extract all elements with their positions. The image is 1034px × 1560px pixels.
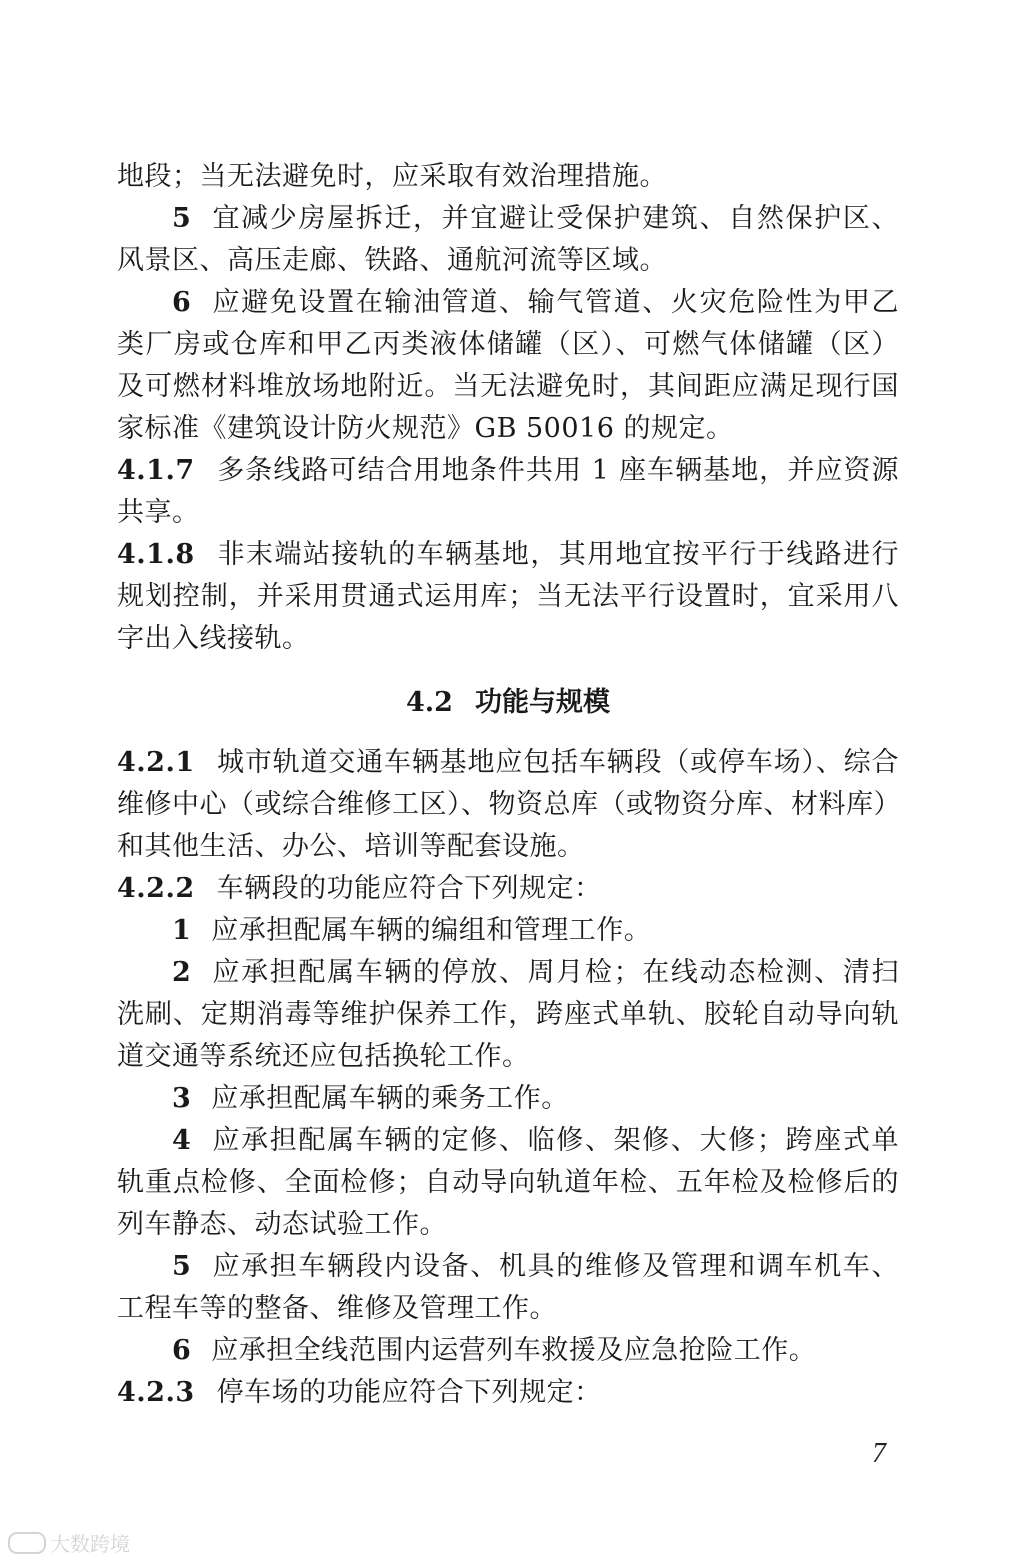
text-line — [117, 952, 899, 994]
item-number: 5 — [172, 1251, 192, 1282]
text-line — [117, 408, 899, 450]
watermark — [8, 1528, 130, 1557]
line-text: 多条线路可结合用地条件共用 1 座车辆基地，并应资源 — [216, 455, 899, 486]
line-text: 洗刷、定期消毒等维护保养工作，跨座式单轨、胶轮自动导向轨 — [117, 999, 899, 1030]
line-text: 和其他生活、办公、培训等配套设施。 — [117, 831, 585, 862]
text-line — [117, 198, 899, 240]
clause-number: 4.2.3 — [117, 1377, 195, 1408]
line-text: 车辆段的功能应符合下列规定： — [216, 873, 602, 904]
text-line — [117, 994, 899, 1036]
text-line — [117, 534, 899, 576]
text-line — [117, 1204, 899, 1246]
text-line — [117, 1078, 899, 1120]
item-number: 6 — [172, 1335, 192, 1366]
item-number: 5 — [172, 203, 192, 234]
line-text: 应承担配属车辆的停放、周月检；在线动态检测、清扫 — [211, 957, 899, 988]
section-heading-number: 4.2 — [406, 687, 453, 718]
page-number: 7 — [872, 1438, 886, 1469]
line-text: 共享。 — [117, 497, 200, 528]
line-text: 道交通等系统还应包括换轮工作。 — [117, 1041, 530, 1072]
section-heading-title: 功能与规模 — [474, 687, 610, 718]
line-text: 应承担配属车辆的编组和管理工作。 — [211, 915, 652, 946]
line-text: 及可燃材料堆放场地附近。当无法避免时，其间距应满足现行国 — [117, 371, 899, 402]
line-text: 应承担配属车辆的乘务工作。 — [211, 1083, 569, 1114]
line-text: 地段；当无法避免时，应采取有效治理措施。 — [117, 161, 667, 192]
item-number: 2 — [172, 957, 192, 988]
line-text: 应承担配属车辆的定修、临修、架修、大修；跨座式单 — [211, 1125, 899, 1156]
document-page — [117, 156, 899, 1414]
line-text: 类厂房或仓库和甲乙丙类液体储罐（区）、可燃气体储罐（区） — [117, 329, 899, 360]
text-line — [117, 868, 899, 910]
text-line — [117, 1162, 899, 1204]
line-text: 城市轨道交通车辆基地应包括车辆段（或停车场）、综合 — [216, 747, 899, 778]
text-line — [117, 1372, 899, 1414]
text-line — [117, 324, 899, 366]
text-line — [117, 1330, 899, 1372]
text-line — [117, 1246, 899, 1288]
text-line — [117, 492, 899, 534]
item-number: 3 — [172, 1083, 192, 1114]
text-line — [117, 282, 899, 324]
clause-number: 4.1.8 — [117, 539, 195, 570]
text-line — [117, 156, 899, 198]
text-line — [117, 366, 899, 408]
line-text: 宜减少房屋拆迁，并宜避让受保护建筑、自然保护区、 — [211, 203, 899, 234]
line-text: 维修中心（或综合维修工区）、物资总库（或物资分库、材料库） — [117, 789, 901, 820]
line-text: 应承担车辆段内设备、机具的维修及管理和调车机车、 — [211, 1251, 899, 1282]
line-text: 工程车等的整备、维修及管理工作。 — [117, 1293, 557, 1324]
text-line — [117, 910, 899, 952]
clause-number: 4.1.7 — [117, 455, 195, 486]
item-number: 6 — [172, 287, 192, 318]
clause-number: 4.2.2 — [117, 873, 195, 904]
line-text: 字出入线接轨。 — [117, 623, 310, 654]
section-4-2-body — [117, 742, 899, 1414]
text-line — [117, 576, 899, 618]
text-line — [117, 742, 899, 784]
line-text: 停车场的功能应符合下列规定： — [216, 1377, 602, 1408]
text-line — [117, 618, 899, 660]
text-line — [117, 1288, 899, 1330]
text-line — [117, 240, 899, 282]
section-heading — [117, 682, 899, 724]
line-text: 列车静态、动态试验工作。 — [117, 1209, 447, 1240]
text-line — [117, 826, 899, 868]
clause-number: 4.2.1 — [117, 747, 195, 778]
item-number: 1 — [172, 915, 192, 946]
line-text: 轨重点检修、全面检修；自动导向轨道年检、五年检及检修后的 — [117, 1167, 899, 1198]
line-text: 家标准《建筑设计防火规范》GB 50016 的规定。 — [117, 413, 734, 444]
text-line — [117, 1120, 899, 1162]
text-line — [117, 784, 899, 826]
watermark-text: 大数跨境 — [50, 1532, 130, 1556]
item-number: 4 — [172, 1125, 192, 1156]
line-text: 风景区、高压走廊、铁路、通航河流等区域。 — [117, 245, 667, 276]
line-text: 应避免设置在输油管道、输气管道、火灾危险性为甲乙 — [211, 287, 899, 318]
line-text: 非末端站接轨的车辆基地，其用地宜按平行于线路进行 — [216, 539, 899, 570]
line-text: 应承担全线范围内运营列车救援及应急抢险工作。 — [211, 1335, 817, 1366]
watermark-logo-icon — [8, 1532, 46, 1554]
text-line — [117, 1036, 899, 1078]
text-line — [117, 450, 899, 492]
section-4-1-continuation — [117, 156, 899, 660]
line-text: 规划控制，并采用贯通式运用库；当无法平行设置时，宜采用八 — [117, 581, 899, 612]
